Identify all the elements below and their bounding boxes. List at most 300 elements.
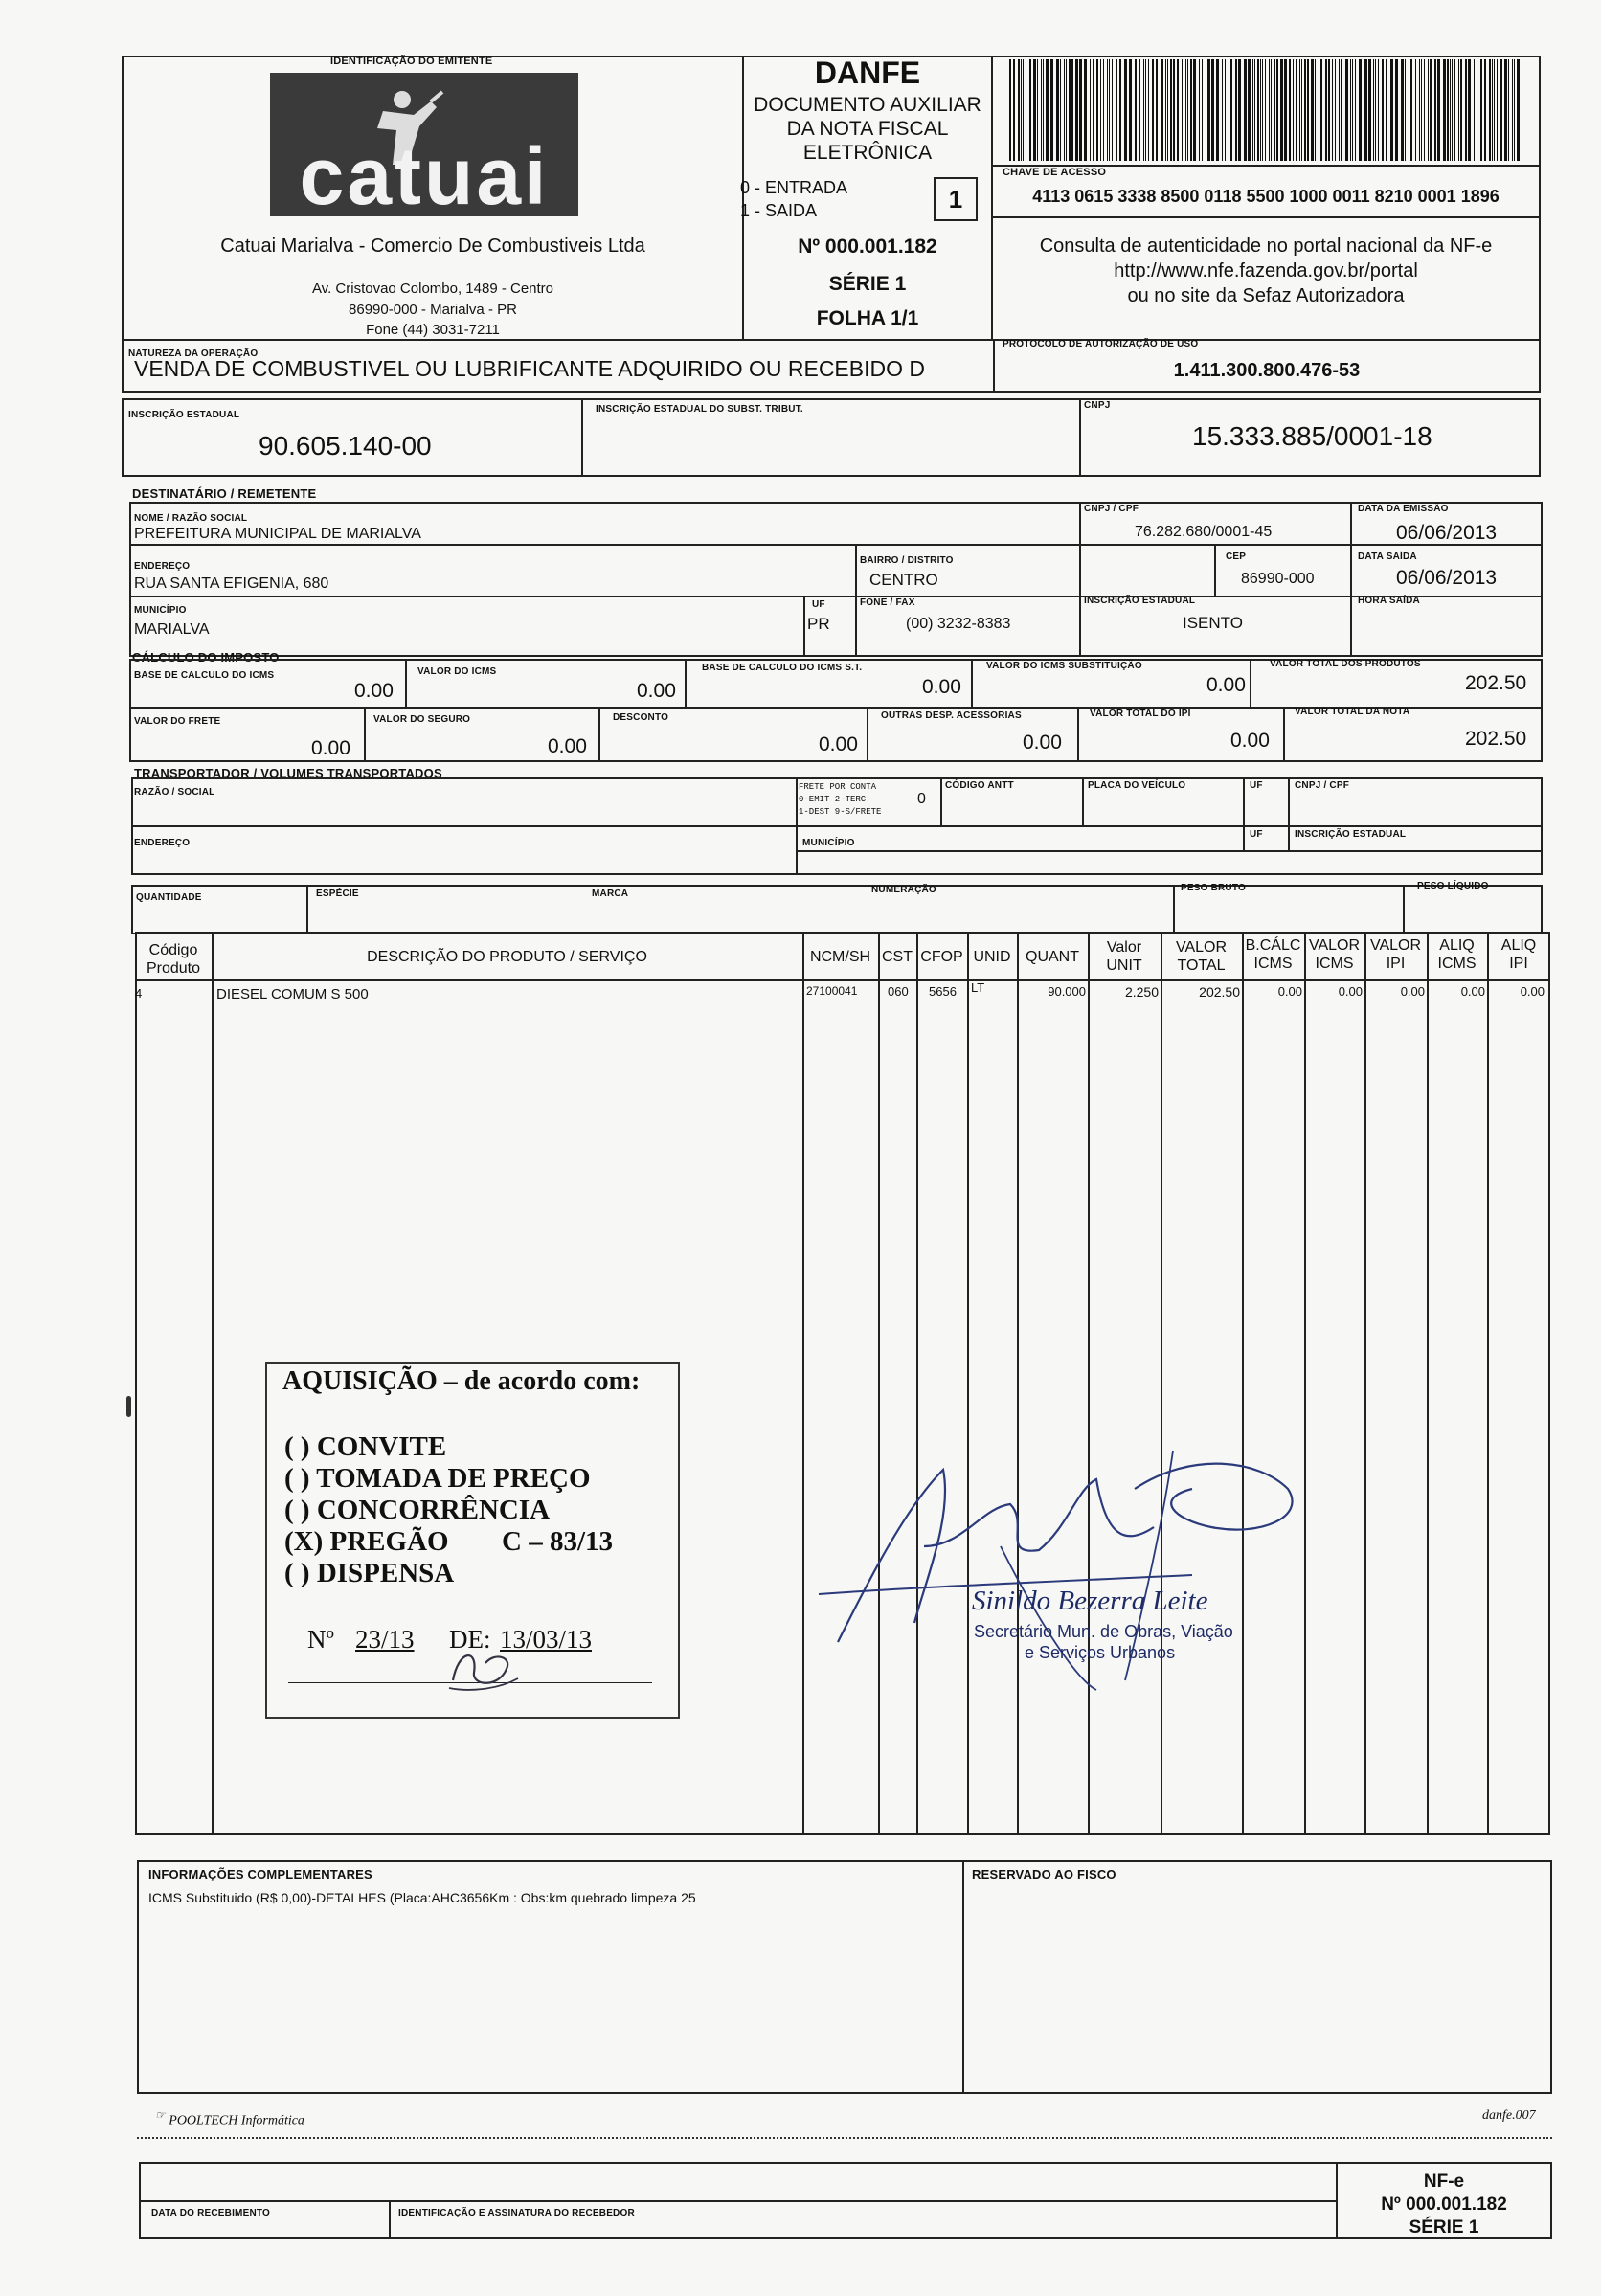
stamp-de-prefix: DE: bbox=[449, 1625, 491, 1654]
col-unid: UNID bbox=[973, 949, 1011, 965]
barcode-bar bbox=[1315, 59, 1316, 161]
barcode-bar bbox=[1116, 59, 1117, 161]
info-value: ICMS Substituido (R$ 0,00)-DETALHES (Placa:AHC3656Km : Obs:km quebrado limpeza 25 bbox=[148, 1890, 696, 1905]
barcode-bar bbox=[1434, 59, 1436, 161]
col-bcalc-line1: B.CÁLC bbox=[1245, 937, 1301, 954]
col-codigo bbox=[135, 941, 212, 978]
quantidade-label: QUANTIDADE bbox=[136, 892, 202, 903]
transport-endereco-label: ENDEREÇO bbox=[134, 838, 191, 848]
cnpj-label: CNPJ bbox=[1084, 400, 1111, 411]
seguro-label: VALOR DO SEGURO bbox=[373, 714, 471, 725]
barcode-bar bbox=[1494, 59, 1495, 161]
razao-label: RAZÃO / SOCIAL bbox=[134, 787, 215, 798]
stamp-pregao: (X) PREGÃO bbox=[284, 1526, 449, 1557]
signatory-role-2: e Serviços Urbanos bbox=[1025, 1643, 1176, 1662]
barcode-bar bbox=[1276, 59, 1278, 161]
barcode-bar bbox=[1046, 59, 1049, 161]
barcode-bar bbox=[1443, 59, 1446, 161]
barcode-bar bbox=[1260, 59, 1261, 161]
barcode-bar bbox=[1216, 59, 1219, 161]
barcode-bar bbox=[1129, 59, 1132, 161]
fisco-label: RESERVADO AO FISCO bbox=[972, 1867, 1116, 1881]
barcode-bar bbox=[1252, 59, 1253, 161]
barcode-bar bbox=[1421, 59, 1422, 161]
cut-line bbox=[137, 2137, 1552, 2139]
barcode-bar bbox=[1447, 59, 1449, 161]
barcode-bar bbox=[1202, 59, 1203, 161]
col-vipi-line2: IPI bbox=[1386, 956, 1406, 972]
signatory-name: Sinildo Bezerra Leite bbox=[972, 1586, 1208, 1616]
barcode-bar bbox=[1284, 59, 1287, 161]
bairro-label: BAIRRO / DISTRITO bbox=[860, 555, 954, 566]
data-recebimento-label: DATA DO RECEBIMENTO bbox=[151, 2208, 270, 2218]
barcode-bar bbox=[1428, 59, 1429, 161]
desconto-label: DESCONTO bbox=[613, 712, 669, 723]
ipi-label: VALOR TOTAL DO IPI bbox=[1090, 709, 1191, 719]
barcode-bar bbox=[1458, 59, 1459, 161]
total-produtos-value: 202.50 bbox=[1465, 672, 1527, 694]
barcode-bar bbox=[1230, 59, 1232, 161]
transport-section-title: TRANSPORTADOR / VOLUMES TRANSPORTADOS bbox=[134, 766, 442, 780]
row-aicms: 0.00 bbox=[1460, 984, 1485, 999]
info-label: INFORMAÇÕES COMPLEMENTARES bbox=[148, 1867, 372, 1881]
total-nota-label: VALOR TOTAL DA NOTA bbox=[1295, 707, 1410, 717]
col-codigo-line2: Produto bbox=[146, 960, 201, 977]
col-vipi-line1: VALOR bbox=[1369, 937, 1422, 954]
barcode-bar bbox=[1474, 59, 1475, 161]
danfe-entrada: 0 - ENTRADA bbox=[740, 178, 848, 197]
col-aicms bbox=[1427, 936, 1487, 973]
col-bcalc-line2: ICMS bbox=[1253, 956, 1293, 972]
emissao-label: DATA DA EMISSÃO bbox=[1358, 504, 1449, 514]
ipi-value: 0.00 bbox=[1230, 730, 1270, 752]
row-quant: 90.000 bbox=[1048, 984, 1086, 999]
row-vipi: 0.00 bbox=[1400, 984, 1425, 999]
col-vtotal-line2: TOTAL bbox=[1177, 957, 1226, 974]
barcode-bar bbox=[1021, 59, 1022, 161]
transport-uf-label: UF bbox=[1250, 780, 1263, 791]
stamp-concorrencia: ( ) CONCORRÊNCIA bbox=[284, 1495, 551, 1525]
emitter-id-label: IDENTIFICAÇÃO DO EMITENTE bbox=[330, 56, 493, 67]
natureza-value: VENDA DE COMBUSTIVEL OU LUBRIFICANTE ADQUIRIDO OU RECEBIDO D bbox=[134, 356, 926, 381]
barcode-bar bbox=[1386, 59, 1387, 161]
barcode-bar bbox=[1454, 59, 1455, 161]
barcode-bar bbox=[1152, 59, 1154, 161]
outras-value: 0.00 bbox=[1023, 732, 1062, 754]
barcode-bar bbox=[1013, 59, 1015, 161]
col-vipi bbox=[1364, 936, 1427, 973]
barcode-bar bbox=[1368, 59, 1371, 161]
danfe-numero: Nº 000.001.182 bbox=[798, 236, 937, 258]
recipient-cnpj-label: CNPJ / CPF bbox=[1084, 504, 1139, 514]
recipient-name: PREFEITURA MUNICIPAL DE MARIALVA bbox=[134, 526, 421, 542]
barcode-bar bbox=[1289, 59, 1291, 161]
barcode-bar bbox=[1124, 59, 1127, 161]
barcode-bar bbox=[1320, 59, 1322, 161]
barcode-bar bbox=[1350, 59, 1351, 161]
transport-ie-label: INSCRIÇÃO ESTADUAL bbox=[1295, 829, 1407, 840]
barcode-bar bbox=[1335, 59, 1336, 161]
barcode-bar bbox=[1187, 59, 1188, 161]
barcode-bar bbox=[1401, 59, 1404, 161]
emitter-name: Catuai Marialva - Comercio De Combustiveis Ltda bbox=[220, 236, 645, 257]
danfe-subtitle-2: DA NOTA FISCAL bbox=[786, 118, 949, 140]
row-codigo: 4 bbox=[135, 986, 143, 1001]
placa-label: PLACA DO VEÍCULO bbox=[1088, 780, 1186, 791]
emissao-value: 06/06/2013 bbox=[1396, 522, 1498, 544]
barcode-bar bbox=[1271, 59, 1272, 161]
stamp-dispensa: ( ) DISPENSA bbox=[284, 1558, 455, 1588]
cep-label: CEP bbox=[1226, 551, 1247, 562]
col-bcalc bbox=[1242, 936, 1304, 973]
consulta-line-1: Consulta de autenticidade no portal nacional da NF-e bbox=[1039, 236, 1493, 257]
barcode-bar bbox=[1050, 59, 1053, 161]
uf-label: UF bbox=[812, 599, 825, 610]
ie-st-label: INSCRIÇÃO ESTADUAL DO SUBST. TRIBUT. bbox=[596, 404, 803, 415]
total-produtos-label: VALOR TOTAL DOS PRODUTOS bbox=[1270, 659, 1421, 669]
valor-st-label: VALOR DO ICMS SUBSTITUIÇÃO bbox=[986, 661, 1142, 671]
barcode-bar bbox=[1437, 59, 1440, 161]
barcode-bar bbox=[1325, 59, 1327, 161]
barcode-bar bbox=[1037, 59, 1038, 161]
barcode-bar bbox=[1075, 59, 1078, 161]
barcode-bar bbox=[1167, 59, 1168, 161]
stamp-numero: 23/13 bbox=[355, 1625, 415, 1654]
col-vunit bbox=[1088, 938, 1161, 975]
recipient-address: RUA SANTA EFIGENIA, 680 bbox=[134, 575, 329, 592]
col-aipi-line1: ALIQ bbox=[1500, 937, 1537, 954]
barcode-bar bbox=[1079, 59, 1082, 161]
col-vicms-line1: VALOR bbox=[1308, 937, 1361, 954]
uf-value: PR bbox=[807, 615, 830, 633]
total-nota-value: 202.50 bbox=[1465, 728, 1527, 750]
barcode-bar bbox=[1109, 59, 1110, 161]
form-code: danfe.007 bbox=[1482, 2108, 1536, 2123]
saida-value: 06/06/2013 bbox=[1396, 567, 1498, 589]
barcode-bar bbox=[1238, 59, 1241, 161]
row-cst: 060 bbox=[888, 984, 909, 999]
barcode-bar bbox=[1139, 59, 1140, 161]
barcode-bar bbox=[1497, 59, 1498, 161]
barcode-bar bbox=[1296, 59, 1297, 161]
natureza-label: NATUREZA DA OPERAÇÃO bbox=[128, 349, 259, 359]
access-key-label: CHAVE DE ACESSO bbox=[1003, 167, 1107, 178]
row-bcalc: 0.00 bbox=[1277, 984, 1302, 999]
col-aipi-line2: IPI bbox=[1509, 956, 1528, 972]
software-credit bbox=[155, 2108, 304, 2129]
barcode-bar bbox=[1424, 59, 1425, 161]
barcode-bar bbox=[1069, 59, 1071, 161]
col-ncm: NCM/SH bbox=[809, 949, 871, 965]
logo-text: catuai bbox=[299, 131, 550, 221]
barcode-bar bbox=[1339, 59, 1340, 161]
barcode-bar bbox=[1415, 59, 1416, 161]
barcode-bar bbox=[1341, 59, 1342, 161]
signatory-role-1: Secretário Mun. de Obras, Viação bbox=[974, 1622, 1233, 1641]
barcode-bar bbox=[1248, 59, 1251, 161]
marca-label: MARCA bbox=[592, 889, 629, 899]
base-st-label: BASE DE CALCULO DO ICMS S.T. bbox=[702, 663, 863, 673]
cnpj-value: 15.333.885/0001-18 bbox=[1192, 421, 1432, 451]
peso-liquido-label: PESO LÍQUIDO bbox=[1417, 881, 1489, 891]
recipient-name-label: NOME / RAZÃO SOCIAL bbox=[134, 513, 248, 524]
danfe-saida: 1 - SAIDA bbox=[740, 201, 818, 220]
barcode-bar bbox=[1489, 59, 1491, 161]
barcode-bar bbox=[1041, 59, 1042, 161]
stamp-data: 13/03/13 bbox=[500, 1625, 593, 1654]
barcode-bar bbox=[1156, 59, 1158, 161]
barcode-bar bbox=[1100, 59, 1101, 161]
barcode-bar bbox=[1355, 59, 1356, 161]
emitter-address: Av. Cristovao Colombo, 1489 - Centro bbox=[311, 281, 554, 297]
frete-label: VALOR DO FRETE bbox=[134, 716, 221, 727]
access-key: 4113 0615 3338 8500 0118 5500 1000 0011 8210 0001 1896 bbox=[1032, 187, 1500, 206]
row-ncm: 27100041 bbox=[806, 984, 858, 998]
barcode-bar bbox=[1504, 59, 1507, 161]
barcode-bar bbox=[1207, 59, 1210, 161]
danfe-tipo-box: 1 bbox=[934, 177, 978, 221]
protocolo-value: 1.411.300.800.476-53 bbox=[1173, 360, 1361, 381]
barcode-bar bbox=[1043, 59, 1044, 161]
barcode-bar bbox=[1304, 59, 1306, 161]
emitter-phone: Fone (44) 3031-7211 bbox=[366, 322, 500, 338]
col-vicms bbox=[1304, 936, 1364, 973]
barcode-bar bbox=[1177, 59, 1179, 161]
barcode-bar bbox=[1274, 59, 1275, 161]
transport-municipio-label: MUNICÍPIO bbox=[802, 838, 855, 848]
pooltech-icon: ☞ bbox=[155, 2108, 166, 2122]
nfe-stub-serie: SÉRIE 1 bbox=[1409, 2217, 1479, 2238]
bairro-value: CENTRO bbox=[869, 571, 938, 589]
col-vtotal-line1: VALOR bbox=[1175, 939, 1228, 956]
row-vunit: 2.250 bbox=[1124, 984, 1159, 1000]
barcode-bar bbox=[1450, 59, 1451, 161]
saida-label: DATA SAÍDA bbox=[1358, 551, 1417, 562]
municipio-label: MUNICÍPIO bbox=[134, 605, 187, 616]
barcode-bar bbox=[1093, 59, 1094, 161]
col-descricao: DESCRIÇÃO DO PRODUTO / SERVIÇO bbox=[367, 949, 647, 965]
barcode-bar bbox=[1173, 59, 1175, 161]
barcode-bar bbox=[1460, 59, 1462, 161]
col-aicms-line2: ICMS bbox=[1437, 956, 1477, 972]
barcode-bar bbox=[1280, 59, 1283, 161]
numeracao-label: NUMERAÇÃO bbox=[871, 885, 936, 895]
transport-cnpj-label: CNPJ / CPF bbox=[1295, 780, 1350, 791]
cep-value: 86990-000 bbox=[1241, 571, 1315, 587]
barcode-bar bbox=[1018, 59, 1020, 161]
frete-value: 0.00 bbox=[311, 737, 350, 759]
barcode-bar bbox=[1190, 59, 1192, 161]
barcode-bar bbox=[1071, 59, 1073, 161]
hora-label: HORA SAÍDA bbox=[1358, 596, 1420, 606]
barcode-bar bbox=[1029, 59, 1031, 161]
col-codigo-line1: Código bbox=[148, 942, 198, 958]
barcode-bar bbox=[1508, 59, 1509, 161]
fone-value: (00) 3232-8383 bbox=[906, 616, 1011, 632]
frete-conta-1: FRETE POR CONTA bbox=[799, 782, 877, 792]
recipient-address-label: ENDEREÇO bbox=[134, 561, 191, 572]
barcode-bar bbox=[1352, 59, 1353, 161]
barcode-bar bbox=[1517, 59, 1520, 161]
barcode-bar bbox=[1378, 59, 1379, 161]
barcode-bar bbox=[1199, 59, 1200, 161]
barcode-bar bbox=[1364, 59, 1367, 161]
barcode-bar bbox=[1066, 59, 1067, 161]
barcode-bar bbox=[1064, 59, 1065, 161]
col-vunit-line2: UNIT bbox=[1106, 957, 1142, 974]
barcode-bar bbox=[1293, 59, 1294, 161]
barcode-bar bbox=[1103, 59, 1104, 161]
barcode-bar bbox=[1148, 59, 1149, 161]
frete-conta-2: 0-EMIT 2-TERC bbox=[799, 795, 867, 804]
row-cfop: 5656 bbox=[929, 984, 957, 999]
stamp-pregao-number: C – 83/13 bbox=[502, 1526, 613, 1557]
barcode-bar bbox=[1225, 59, 1226, 161]
col-aicms-line1: ALIQ bbox=[1439, 937, 1475, 954]
danfe-serie: SÉRIE 1 bbox=[828, 273, 907, 295]
consulta-line-3: ou no site da Sefaz Autorizadora bbox=[1127, 285, 1405, 306]
valor-icms-value: 0.00 bbox=[637, 680, 676, 702]
danfe-subtitle-1: DOCUMENTO AUXILIAR bbox=[754, 94, 981, 116]
margin-mark bbox=[126, 1396, 131, 1417]
barcode-bar bbox=[1480, 59, 1482, 161]
assinatura-label: IDENTIFICAÇÃO E ASSINATURA DO RECEBEDOR bbox=[398, 2208, 635, 2218]
barcode-bar bbox=[1161, 59, 1163, 161]
recipient-section-title: DESTINATÁRIO / REMETENTE bbox=[132, 486, 317, 501]
valor-st-value: 0.00 bbox=[1206, 674, 1246, 696]
barcode-bar bbox=[1235, 59, 1237, 161]
barcode-bar bbox=[1512, 59, 1513, 161]
barcode-bar bbox=[1023, 59, 1024, 161]
barcode-bar bbox=[1484, 59, 1486, 161]
barcode-bar bbox=[1009, 59, 1011, 161]
barcode-bar bbox=[1373, 59, 1374, 161]
seguro-value: 0.00 bbox=[548, 735, 587, 757]
desconto-value: 0.00 bbox=[819, 733, 858, 755]
row-vtotal: 202.50 bbox=[1199, 984, 1240, 1000]
tax-section-title: CÁLCULO DO IMPOSTO bbox=[132, 650, 280, 664]
barcode-bar bbox=[1084, 59, 1087, 161]
barcode-bar bbox=[1311, 59, 1314, 161]
stamp-title: AQUISIÇÃO – de acordo com: bbox=[282, 1366, 641, 1396]
barcode-bar bbox=[1465, 59, 1467, 161]
barcode-bar bbox=[1112, 59, 1113, 161]
recipient-ie-label: INSCRIÇÃO ESTADUAL bbox=[1084, 596, 1196, 606]
frete-conta-3: 1-DEST 9-S/FRETE bbox=[799, 807, 882, 817]
barcode-bar bbox=[1096, 59, 1098, 161]
row-vicms: 0.00 bbox=[1338, 984, 1363, 999]
barcode-bar bbox=[1107, 59, 1108, 161]
antt-label: CÓDIGO ANTT bbox=[945, 780, 1014, 791]
barcode-bar bbox=[1060, 59, 1061, 161]
barcode-bar bbox=[1405, 59, 1406, 161]
barcode-bar bbox=[1345, 59, 1348, 161]
protocolo-label: PROTOCOLO DE AUTORIZAÇÃO DE USO bbox=[1003, 339, 1199, 349]
col-quant: QUANT bbox=[1026, 949, 1079, 965]
recipient-ie: ISENTO bbox=[1183, 614, 1243, 632]
barcode-bar bbox=[1211, 59, 1214, 161]
company-logo bbox=[270, 73, 578, 221]
stamp-numero-prefix: Nº bbox=[307, 1625, 334, 1654]
barcode-bar bbox=[1119, 59, 1121, 161]
barcode-bar bbox=[1395, 59, 1398, 161]
col-vtotal bbox=[1161, 938, 1242, 975]
row-descricao: DIESEL COMUM S 500 bbox=[216, 986, 369, 1002]
barcode-bar bbox=[1500, 59, 1502, 161]
barcode-bar bbox=[1332, 59, 1333, 161]
recipient-cnpj: 76.282.680/0001-45 bbox=[1135, 524, 1273, 540]
barcode-bar bbox=[1514, 59, 1515, 161]
stamp-tomada: ( ) TOMADA DE PREÇO bbox=[284, 1463, 591, 1494]
barcode-bar bbox=[1165, 59, 1166, 161]
software-name: POOLTECH Informática bbox=[169, 2113, 304, 2128]
barcode-bar bbox=[1193, 59, 1196, 161]
col-vunit-line1: Valor bbox=[1106, 939, 1142, 956]
barcode-bar bbox=[1468, 59, 1471, 161]
base-st-value: 0.00 bbox=[922, 676, 961, 698]
barcode-bar bbox=[1254, 59, 1255, 161]
barcode-bar bbox=[1185, 59, 1186, 161]
base-icms-value: 0.00 bbox=[354, 680, 394, 702]
consulta-line-2: http://www.nfe.fazenda.gov.br/portal bbox=[1114, 260, 1418, 281]
transport-uf2-label: UF bbox=[1250, 829, 1263, 840]
barcode-bar bbox=[1301, 59, 1302, 161]
barcode-bar bbox=[1410, 59, 1412, 161]
barcode-bar bbox=[1375, 59, 1376, 161]
acquisition-stamp bbox=[265, 1362, 680, 1719]
barcode-bar bbox=[1262, 59, 1263, 161]
emitter-cep-city: 86990-000 - Marialva - PR bbox=[349, 302, 517, 318]
barcode-bar bbox=[1222, 59, 1223, 161]
barcode-bar bbox=[1492, 59, 1493, 161]
barcode-bar bbox=[1452, 59, 1453, 161]
stamp-convite: ( ) CONVITE bbox=[284, 1431, 447, 1462]
barcode-bar bbox=[1143, 59, 1144, 161]
barcode-bar bbox=[1390, 59, 1393, 161]
barcode-bar bbox=[1307, 59, 1309, 161]
barcode-bar bbox=[1257, 59, 1259, 161]
col-cfop: CFOP bbox=[920, 949, 963, 965]
barcode-bar bbox=[1244, 59, 1247, 161]
barcode-bar bbox=[1182, 59, 1183, 161]
base-icms-label: BASE DE CALCULO DO ICMS bbox=[134, 670, 275, 681]
barcode-bar bbox=[1382, 59, 1384, 161]
col-vicms-line2: ICMS bbox=[1315, 956, 1354, 972]
barcode-bar bbox=[1170, 59, 1172, 161]
fone-label: FONE / FAX bbox=[860, 597, 915, 608]
col-aipi bbox=[1487, 936, 1550, 973]
barcode-bar bbox=[1299, 59, 1300, 161]
danfe-folha: FOLHA 1/1 bbox=[816, 307, 919, 329]
barcode-bar bbox=[1265, 59, 1266, 161]
outras-label: OUTRAS DESP. ACESSORIAS bbox=[881, 710, 1022, 721]
barcode-bar bbox=[1090, 59, 1091, 161]
barcode-bar bbox=[1033, 59, 1036, 161]
especie-label: ESPÉCIE bbox=[316, 889, 359, 899]
danfe-subtitle-3: ELETRÔNICA bbox=[802, 142, 933, 164]
barcode-bar bbox=[1430, 59, 1432, 161]
barcode-bar bbox=[1359, 59, 1362, 161]
danfe-title: DANFE bbox=[814, 56, 921, 90]
valor-icms-label: VALOR DO ICMS bbox=[417, 666, 497, 677]
ie-value: 90.605.140-00 bbox=[259, 431, 432, 461]
barcode bbox=[1007, 59, 1524, 163]
barcode-bar bbox=[1145, 59, 1146, 161]
barcode-bar bbox=[1056, 59, 1059, 161]
barcode-bar bbox=[1269, 59, 1270, 161]
row-unid: LT bbox=[971, 980, 985, 995]
nfe-stub-title: NF-e bbox=[1423, 2172, 1465, 2192]
